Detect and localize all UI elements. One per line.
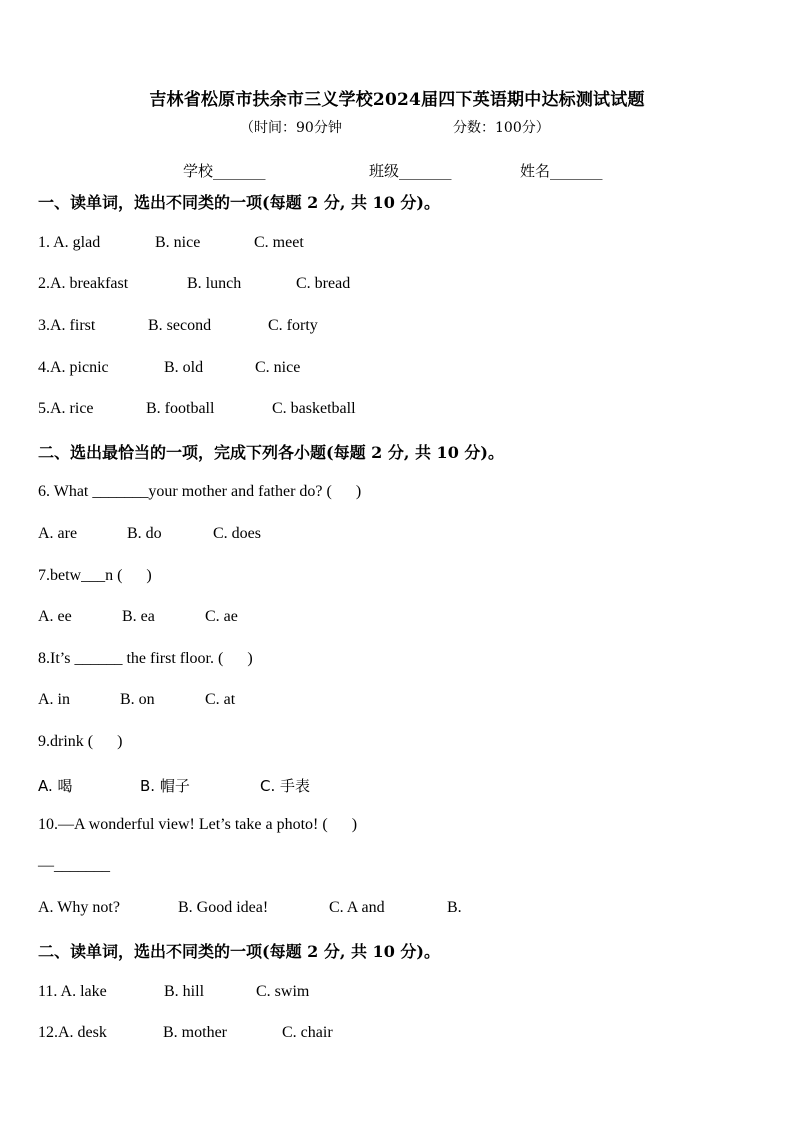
question-12-option-b: B. mother — [163, 1024, 227, 1041]
question-6-stem: 6. What _______your mother and father do? ( ) — [38, 483, 362, 500]
question-9-stem: 9.drink ( ) — [38, 733, 123, 750]
question-12-option-a: 12.A. desk — [38, 1024, 107, 1041]
question-2-option-b: B. lunch — [187, 275, 242, 292]
question-10-option-c: C. A and — [329, 899, 385, 916]
question-3-option-b: B. second — [148, 317, 212, 334]
question-11-option-c: C. swim — [256, 983, 310, 1000]
question-6-option-c: C. does — [213, 525, 261, 542]
question-1-option-a: 1. A. glad — [38, 234, 101, 251]
class-field: 班级_______ — [369, 162, 452, 180]
question-7-option-b: B. ea — [122, 608, 155, 625]
question-8-stem: 8.It’s ______ the first floor. ( ) — [38, 650, 253, 667]
section-heading-1: 一、读单词，选出不同类的一项(每题 2 分, 共 10 分)。 — [38, 193, 440, 212]
name-field: 姓名_______ — [520, 162, 603, 180]
question-3-option-c: C. forty — [268, 317, 318, 334]
question-10-stem: 10.—A wonderful view! Let’s take a photo! ( ) — [38, 816, 358, 833]
question-12-option-c: C. chair — [282, 1024, 333, 1041]
section-heading-2: 二、选出最恰当的一项，完成下列各小题(每题 2 分, 共 10 分)。 — [38, 443, 504, 462]
question-3-option-a: 3.A. first — [38, 317, 96, 334]
question-5-option-c: C. basketball — [272, 400, 356, 417]
question-7-option-a: A. ee — [38, 608, 72, 625]
question-9-option-b: B. 帽子 — [140, 777, 190, 795]
question-9-option-c: C. 手表 — [260, 777, 311, 795]
question-8-option-b: B. on — [120, 691, 155, 708]
question-9-option-a: A. 喝 — [38, 777, 73, 795]
question-8-option-a: A. in — [38, 691, 70, 708]
question-4-option-b: B. old — [164, 359, 204, 376]
question-5-option-a: 5.A. rice — [38, 400, 94, 417]
question-7-stem: 7.betw___n ( ) — [38, 567, 152, 584]
question-2-option-c: C. bread — [296, 275, 351, 292]
page-title: 吉林省松原市扶余市三义学校2024届四下英语期中达标测试试题 — [149, 90, 645, 110]
question-8-option-c: C. at — [205, 691, 236, 708]
question-10-option-a: A. Why not? — [38, 899, 120, 916]
question-10-option-b: B. Good idea! — [178, 899, 269, 916]
question-5-option-b: B. football — [146, 400, 215, 417]
question-4-option-a: 4.A. picnic — [38, 359, 109, 376]
question-2-option-a: 2.A. breakfast — [38, 275, 129, 292]
question-1-option-b: B. nice — [155, 234, 201, 251]
section-heading-3: 二、读单词，选出不同类的一项(每题 2 分, 共 10 分)。 — [38, 942, 440, 961]
question-4-option-c: C. nice — [255, 359, 301, 376]
question-11-option-b: B. hill — [164, 983, 205, 1000]
question-6-option-a: A. are — [38, 525, 78, 542]
question-6-option-b: B. do — [127, 525, 162, 542]
question-11-option-a: 11. A. lake — [38, 983, 107, 1000]
exam-score: 分数：100分） — [453, 120, 550, 136]
exam-time: （时间：90分钟 — [240, 120, 342, 136]
school-field: 学校_______ — [183, 162, 266, 180]
question-10-reply: —_______ — [38, 857, 110, 874]
question-10-option-c-continued: B. — [447, 899, 462, 916]
question-7-option-c: C. ae — [205, 608, 238, 625]
question-1-option-c: C. meet — [254, 234, 304, 251]
